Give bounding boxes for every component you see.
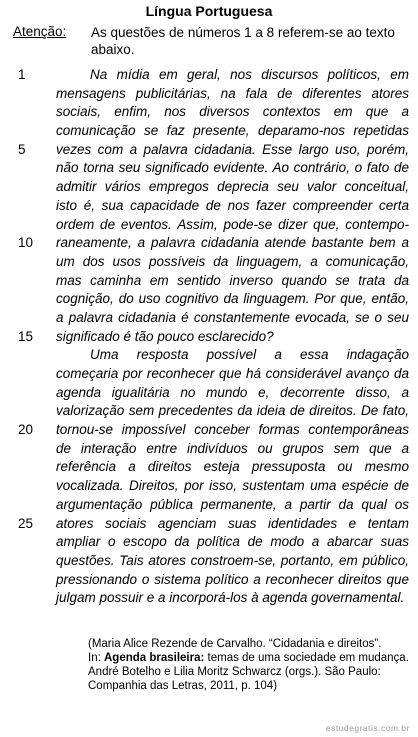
line-text: cognição, do uso cognitivo da linguagem. Por que, então, <box>56 291 409 307</box>
text-line <box>0 421 418 440</box>
line-number: 10 <box>18 235 34 251</box>
text-line <box>0 290 418 309</box>
citation-author-line: (Maria Alice Rezende de Carvalho. “Cidadania e direitos”. <box>88 638 382 650</box>
line-text: tornou-se impossível conceber formas contemporâneas <box>56 422 409 438</box>
text-line <box>0 496 418 515</box>
text-line <box>0 589 418 608</box>
line-text: ampliar o escopo da política de modo a abarcar suas <box>56 534 409 550</box>
line-text: valorização sem precedentes da ideia de direitos. De fato, <box>56 403 409 419</box>
text-line <box>0 216 418 235</box>
line-text: agenda igualitária no mundo e, decorrente disso, a <box>56 384 409 400</box>
line-number: 15 <box>18 328 34 344</box>
line-text: a palavra cidadania é constantemente evocada, se o seu <box>56 309 409 325</box>
citation-in-label: In: <box>88 652 104 664</box>
text-line <box>0 571 418 590</box>
line-text: questões. Tais atores constroem-se, portanto, em público, <box>56 552 409 568</box>
text-line <box>0 440 418 459</box>
line-number: 5 <box>18 141 26 157</box>
text-body <box>0 66 418 608</box>
page-title: Língua Portuguesa <box>145 3 273 19</box>
line-text: vezes com a palavra cidadania. Esse largo uso, porém, <box>56 141 409 157</box>
text-line <box>0 346 418 365</box>
line-text: pressionando o sistema político a reconhecer direitos que <box>56 571 409 587</box>
line-text: um dos usos possíveis da linguagem, a comunicação, <box>56 253 409 269</box>
attention-text: As questões de números 1 a 8 referem-se ao texto abaixo. <box>91 25 395 57</box>
text-line <box>0 178 418 197</box>
text-line <box>0 477 418 496</box>
text-line <box>0 458 418 477</box>
line-number: 20 <box>18 422 34 438</box>
line-text: isto é, sua capacidade de nos fazer compreender certa <box>56 197 409 213</box>
attention-label: Atenção: <box>13 24 67 39</box>
line-text: vocalizada. Direitos, por isso, sustentam uma espécie de <box>56 478 409 494</box>
line-text: não torna seu significado evidente. Ao contrário, o fato de <box>56 160 409 176</box>
watermark: estudegratis.com.br <box>325 723 410 733</box>
line-text: raneamente, a palavra cidadania atende bastante bem a <box>56 235 409 251</box>
text-line <box>0 272 418 291</box>
line-text: comunicação se faz presente, deparamo-nos repetidas <box>56 123 409 139</box>
text-line <box>0 85 418 104</box>
line-text: sociais, enfim, nos diversos contextos em que a <box>56 104 409 120</box>
line-text: referência a direitos esteja pressuposta ou mesmo <box>56 459 409 475</box>
line-text: Uma resposta possível a essa indagação <box>90 347 409 363</box>
text-line <box>0 533 418 552</box>
text-line <box>0 515 418 534</box>
line-text: argumentação pública permanente, a partir da qual os <box>56 496 409 512</box>
line-text: Na mídia em geral, nos discursos políticos, em <box>90 67 409 82</box>
line-number: 1 <box>18 67 26 82</box>
line-number: 25 <box>18 515 34 531</box>
line-text: significado é tão pouco esclarecido? <box>56 328 274 344</box>
text-line <box>0 122 418 141</box>
line-text: mensagens publicitárias, na fala de diferentes atores <box>56 85 409 101</box>
text-line <box>0 552 418 571</box>
text-line <box>0 328 418 347</box>
text-line <box>0 253 418 272</box>
citation <box>88 637 410 693</box>
citation-details: temas de uma sociedade em mudança. André Botelho e Lilia Moritz Schwarcz (orgs.). São Paulo: Companhia das Letras, 2011, p. 104) <box>88 652 409 692</box>
line-text: admitir vários empregos deprecia seu valor conceitual, <box>56 179 409 195</box>
text-line <box>0 103 418 122</box>
text-line <box>0 402 418 421</box>
text-line <box>0 141 418 160</box>
text-line <box>0 197 418 216</box>
text-line <box>0 384 418 403</box>
text-line <box>0 66 418 85</box>
line-text: de interação entre indivíduos ou grupos sem que a <box>56 440 409 456</box>
text-line <box>0 365 418 384</box>
line-text: julgam possuir e a incorporá-los à agenda governamental. <box>56 590 405 606</box>
line-text: mas caminha em sentido inverso quando se trata da <box>56 272 409 288</box>
text-line <box>0 309 418 328</box>
citation-book-title: Agenda brasileira: <box>103 652 205 664</box>
line-text: atores sociais agenciam suas identidades e tentam <box>56 515 409 531</box>
line-text: ordem de eventos. Assim, pode-se dizer que, contempo- <box>56 216 409 232</box>
line-text: começaria por reconhecer que há considerável avanço da <box>56 366 409 381</box>
text-line <box>0 159 418 178</box>
text-line <box>0 234 418 253</box>
